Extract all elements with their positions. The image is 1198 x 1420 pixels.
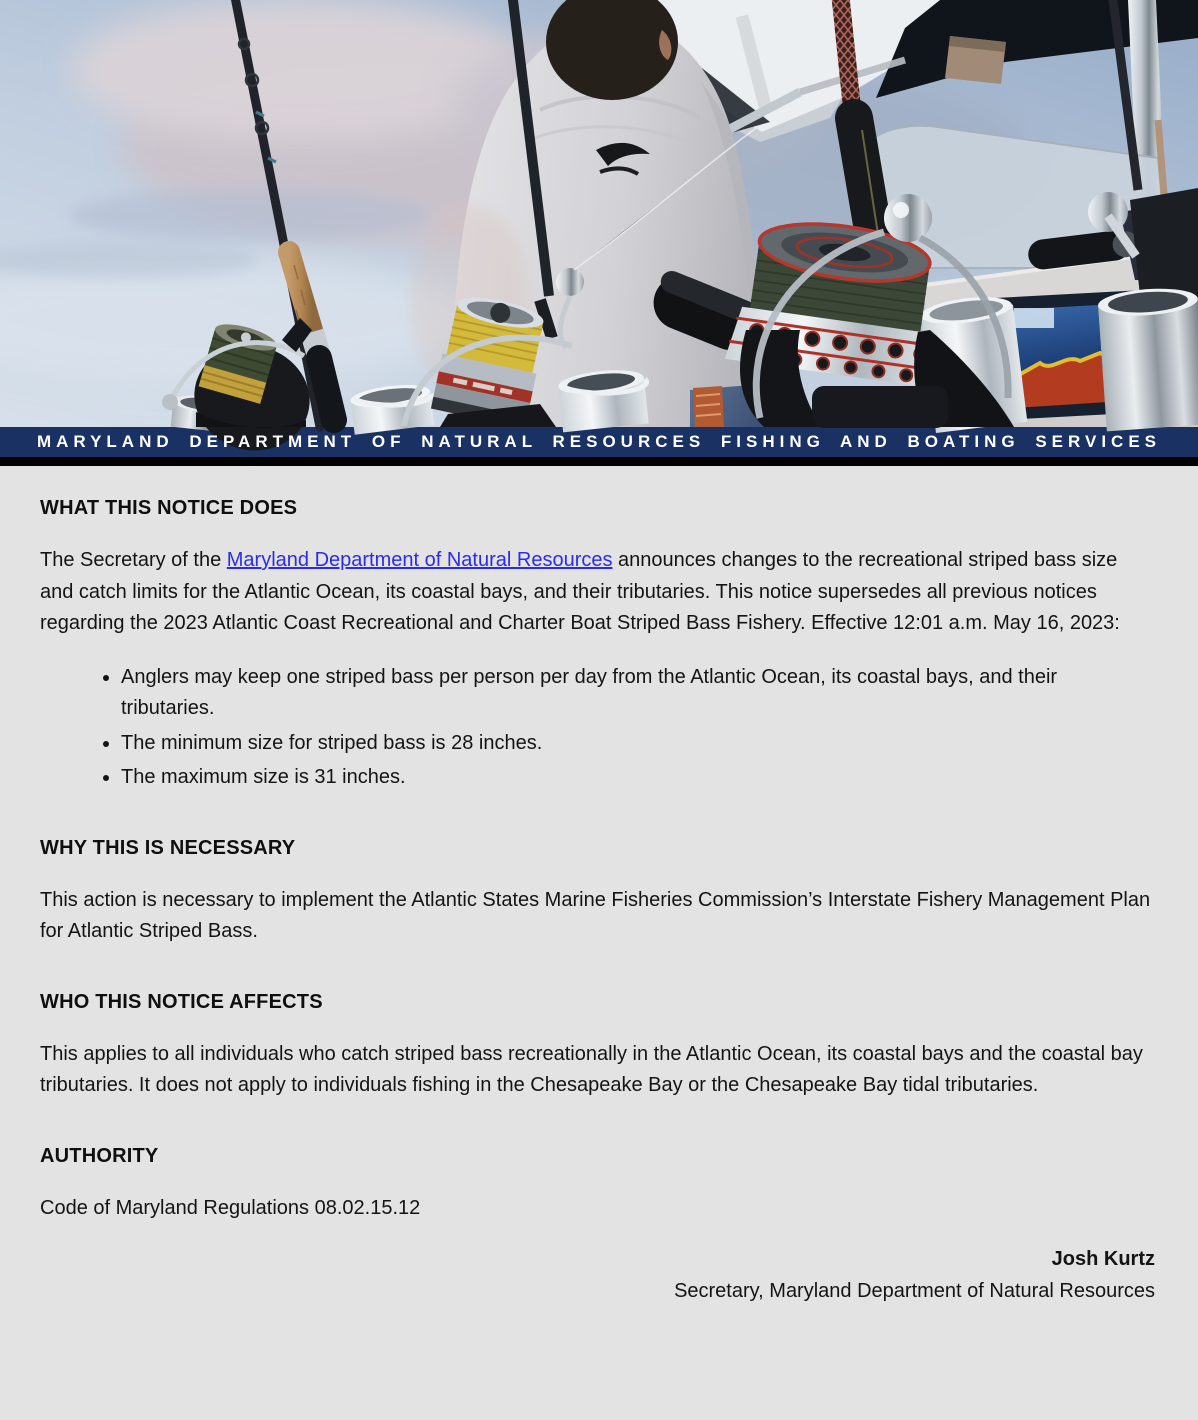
- notice-body: [0, 427, 1198, 1307]
- section-heading-why: WHY THIS IS NECESSARY: [40, 836, 296, 859]
- department-banner: [0, 427, 1198, 457]
- intro-text-before: The Secretary of the: [40, 549, 227, 571]
- list-item-bag-limit: • Anglers may keep one striped bass per person per day from the Atlantic Ocean, its coastal bays, and their tributaries.: [121, 662, 1155, 725]
- signature-name: Josh Kurtz: [1051, 1248, 1155, 1270]
- list-item-min-size: • The minimum size for striped bass is 28 inches.: [121, 728, 1155, 760]
- intro-text-after: announces changes to the recreational striped bass size and catch limits for the Atlantic Ocean, its coastal bays, and their tributaries. This notice supersedes all previous notices regarding the 2023 Atlantic Coast Recreational and Charter Boat Striped Bass Fishery. Effective 12:01 a.m. May 16, 2023:: [40, 549, 1120, 634]
- signature-block: [40, 1244, 1155, 1307]
- authority-paragraph: Code of Maryland Regulations 08.02.15.12: [40, 1196, 421, 1219]
- intro-paragraph: [40, 545, 1155, 640]
- divider: [0, 457, 1198, 466]
- banner-text: MARYLAND DEPARTMENT OF NATURAL RESOURCES FISHING AND BOATING SERVICES: [36, 432, 1162, 451]
- hero-photo: [0, 0, 1198, 451]
- section-heading-authority: AUTHORITY: [40, 1144, 159, 1167]
- section-heading-who: WHO THIS NOTICE AFFECTS: [40, 990, 323, 1013]
- who-paragraph: This applies to all individuals who catch striped bass recreationally in the Atlantic Ocean, its coastal bays and the coastal bay tributaries. It does not apply to individuals fishing in the Chesapeake Bay or the Chesapeake Bay tidal tributaries.: [40, 1042, 1143, 1096]
- dnr-link[interactable]: Maryland Department of Natural Resources: [226, 549, 613, 571]
- regulation-list: [40, 662, 1155, 794]
- list-item-max-size: • The maximum size is 31 inches.: [121, 762, 1155, 794]
- signature-title: Secretary, Maryland Department of Natural Resources: [674, 1279, 1155, 1302]
- boat-fishing-illustration: [0, 0, 1198, 427]
- why-paragraph: This action is necessary to implement the Atlantic States Marine Fisheries Commission’s Interstate Fishery Management Plan for Atlantic Striped Bass.: [40, 888, 1151, 942]
- section-heading-what: WHAT THIS NOTICE DOES: [40, 497, 298, 519]
